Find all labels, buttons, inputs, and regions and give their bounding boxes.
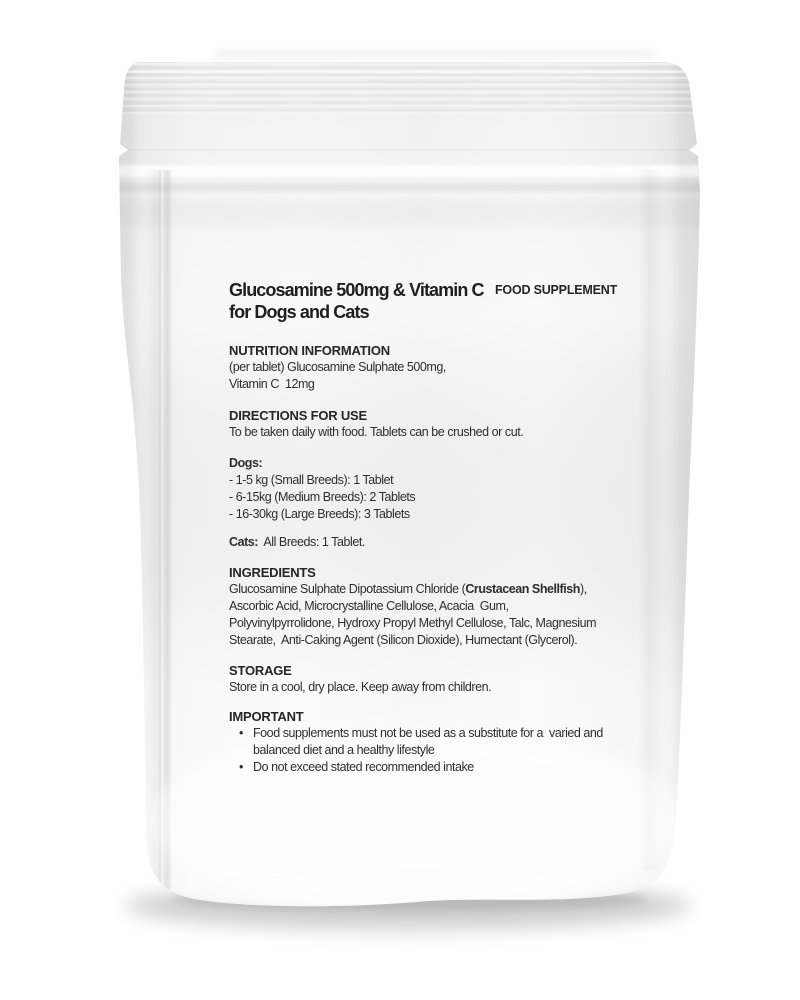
- storage-heading: STORAGE: [229, 663, 292, 678]
- section-storage: [229, 662, 629, 696]
- left-fold-crease: [146, 170, 172, 890]
- section-directions: [229, 407, 629, 441]
- right-fold-crease: [638, 170, 662, 870]
- bullet-text: Food supplements must not be used as a substitute for a varied and: [253, 726, 603, 740]
- section-important: [229, 708, 629, 776]
- cats-dosage-block: [229, 534, 629, 551]
- nutrition-heading: NUTRITION INFORMATION: [229, 343, 390, 358]
- directions-heading: DIRECTIONS FOR USE: [229, 408, 367, 423]
- dogs-label: Dogs:: [229, 456, 263, 470]
- dogs-dose-small: - 1-5 kg (Small Breeds): 1 Tablet: [229, 473, 394, 487]
- food-supplement-tag: FOOD SUPPLEMENT: [495, 283, 618, 297]
- nutrition-line: (per tablet) Glucosamine Sulphate 500mg,: [229, 360, 446, 374]
- ingredients-line1-start: Glucosamine Sulphate Dipotassium Chloride (: [229, 582, 466, 596]
- ingredients-line: [229, 581, 629, 598]
- ingredients-line: Ascorbic Acid, Microcrystalline Cellulose, Acacia Gum,: [229, 599, 509, 613]
- dogs-dose-large: - 16-30kg (Large Breeds): 3 Tablets: [229, 507, 410, 521]
- ingredients-allergen: Crustacean Shellfish: [465, 582, 580, 596]
- section-ingredients: [229, 564, 629, 649]
- important-bullet: [239, 725, 629, 759]
- important-heading: IMPORTANT: [229, 709, 304, 724]
- zip-lock-ridge: [110, 165, 710, 177]
- product-title-line2: for Dogs and Cats: [229, 302, 369, 322]
- important-bullet: [239, 759, 629, 776]
- cats-dose-line: [229, 534, 629, 551]
- bullet-text: Do not exceed stated recommended intake: [253, 760, 474, 774]
- storage-text: Store in a cool, dry place. Keep away from children.: [229, 680, 492, 694]
- pouch-label: [229, 279, 629, 776]
- important-bullet-list: [229, 725, 629, 776]
- dogs-dosage-block: [229, 455, 629, 523]
- bullet-dot-icon: •: [239, 760, 244, 774]
- back-panel-edge: [215, 50, 655, 58]
- ingredients-line: Stearate, Anti-Caking Agent (Silicon Dioxide), Humectant (Glycerol).: [229, 633, 578, 647]
- section-nutrition: [229, 342, 629, 393]
- dogs-dose-medium: - 6-15kg (Medium Breeds): 2 Tablets: [229, 490, 416, 504]
- bullet-text: balanced diet and a healthy lifestyle: [253, 743, 435, 757]
- directions-intro: To be taken daily with food. Tablets can be crushed or cut.: [229, 425, 524, 439]
- product-title-line1: Glucosamine 500mg & Vitamin C: [229, 280, 484, 300]
- ingredients-line: Polyvinylpyrrolidone, Hydroxy Propyl Methyl Cellulose, Talc, Magnesium: [229, 616, 597, 630]
- nutrition-line: Vitamin C 12mg: [229, 377, 315, 391]
- ingredients-heading: INGREDIENTS: [229, 565, 316, 580]
- cats-label: Cats:: [229, 535, 259, 549]
- cats-dose: All Breeds: 1 Tablet.: [258, 535, 365, 549]
- bullet-dot-icon: •: [239, 726, 244, 740]
- ingredients-line1-end: ),: [579, 582, 587, 596]
